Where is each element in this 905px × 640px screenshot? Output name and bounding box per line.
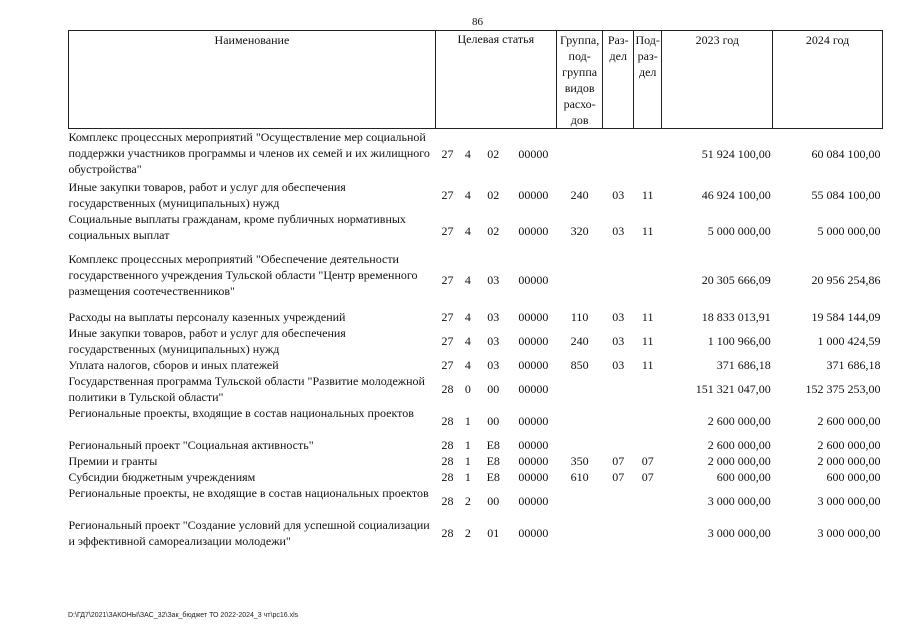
section: 03 bbox=[612, 187, 625, 202]
expense-group bbox=[556, 405, 603, 437]
section: 07 bbox=[612, 453, 625, 468]
hdr-section-line: Раз- bbox=[607, 33, 629, 47]
expense-group: 850 bbox=[570, 357, 589, 372]
amount-2023: 2 600 000,00 bbox=[707, 413, 771, 428]
expense-group: 110 bbox=[570, 309, 589, 324]
section: 03 bbox=[612, 309, 625, 324]
hdr-subsection-line: Под- bbox=[635, 33, 660, 47]
amount-2023: 18 833 013,91 bbox=[701, 309, 771, 324]
table-row bbox=[69, 357, 883, 373]
target-code-program: 27 bbox=[441, 333, 454, 348]
target-code-program: 27 bbox=[441, 309, 454, 324]
section bbox=[603, 251, 633, 309]
hdr-group-line: дов bbox=[570, 113, 589, 127]
target-code-subprogram: 0 bbox=[464, 381, 471, 396]
amount-2024: 2 600 000,00 bbox=[817, 437, 881, 452]
section bbox=[603, 129, 633, 179]
amount-2023: 2 000 000,00 bbox=[707, 453, 771, 468]
table-row bbox=[69, 373, 883, 405]
target-code-subprogram: 1 bbox=[464, 453, 471, 468]
target-code-subprogram: 4 bbox=[464, 309, 471, 324]
row-name: Региональные проекты, не входящие в состав национальных проектов bbox=[68, 485, 429, 500]
subsection bbox=[633, 129, 661, 179]
section: 03 bbox=[612, 333, 625, 348]
amount-2023: 3 000 000,00 bbox=[707, 493, 771, 508]
expense-group bbox=[556, 437, 603, 453]
target-code-subprogram: 2 bbox=[464, 493, 471, 508]
target-code-subprogram: 4 bbox=[464, 146, 471, 161]
expense-group bbox=[556, 373, 603, 405]
expense-group: 240 bbox=[570, 333, 589, 348]
subsection bbox=[633, 437, 661, 453]
table-row bbox=[69, 211, 883, 251]
target-code-direction: 00000 bbox=[518, 453, 549, 468]
amount-2024: 2 000 000,00 bbox=[817, 453, 881, 468]
amount-2024: 2 600 000,00 bbox=[817, 413, 881, 428]
row-name: Социальные выплаты гражданам, кроме публичных нормативных социальных выплат bbox=[68, 211, 406, 242]
target-code-subprogram: 4 bbox=[464, 187, 471, 202]
row-name: Премии и гранты bbox=[68, 453, 158, 468]
target-code-program: 28 bbox=[441, 413, 454, 428]
target-code-event: 00 bbox=[487, 413, 500, 428]
amount-2024: 60 084 100,00 bbox=[811, 146, 881, 161]
target-code-subprogram: 4 bbox=[464, 333, 471, 348]
subsection bbox=[633, 405, 661, 437]
subsection bbox=[633, 485, 661, 517]
target-code-subprogram: 2 bbox=[464, 525, 471, 540]
hdr-group-line: группа bbox=[562, 65, 598, 79]
row-name: Комплекс процессных мероприятий "Обеспечение деятельности государственного учреждения Тульской области "Центр временного размещения соотечественников" bbox=[68, 251, 418, 298]
header-subsection bbox=[633, 31, 661, 129]
amount-2023: 371 686,18 bbox=[716, 357, 771, 372]
expense-group: 350 bbox=[570, 453, 589, 468]
section bbox=[603, 485, 633, 517]
table-header bbox=[69, 31, 883, 129]
target-code-program: 27 bbox=[441, 357, 454, 372]
section bbox=[603, 405, 633, 437]
target-code-direction: 00000 bbox=[518, 413, 549, 428]
amount-2024: 1 000 424,59 bbox=[817, 333, 881, 348]
target-code-subprogram: 4 bbox=[464, 357, 471, 372]
header-year-2023: 2023 год bbox=[662, 31, 773, 129]
target-code-program: 27 bbox=[441, 187, 454, 202]
row-name: Региональный проект "Социальная активность" bbox=[68, 437, 314, 452]
target-code-direction: 00000 bbox=[518, 381, 549, 396]
target-code-direction: 00000 bbox=[518, 223, 549, 238]
target-code-program: 28 bbox=[441, 437, 454, 452]
subsection: 11 bbox=[641, 333, 654, 348]
table-row bbox=[69, 453, 883, 469]
hdr-subsection-line: раз- bbox=[637, 49, 658, 63]
target-code-event: 03 bbox=[487, 309, 500, 324]
hdr-group-line: расхо- bbox=[563, 97, 596, 111]
table-row bbox=[69, 325, 883, 357]
target-code-program: 28 bbox=[441, 493, 454, 508]
expense-group: 320 bbox=[570, 223, 589, 238]
table-row bbox=[69, 469, 883, 485]
amount-2023: 5 000 000,00 bbox=[707, 223, 771, 238]
section: 07 bbox=[612, 469, 625, 484]
expense-group: 610 bbox=[570, 469, 589, 484]
target-code-direction: 00000 bbox=[518, 272, 549, 287]
subsection bbox=[633, 373, 661, 405]
row-name: Иные закупки товаров, работ и услуг для обеспечения государственных (муниципальных) нужд bbox=[68, 325, 346, 356]
subsection: 07 bbox=[641, 469, 654, 484]
amount-2024: 19 584 144,09 bbox=[811, 309, 881, 324]
subsection: 11 bbox=[641, 187, 654, 202]
subsection: 11 bbox=[641, 357, 654, 372]
amount-2024: 55 084 100,00 bbox=[811, 187, 881, 202]
amount-2024: 371 686,18 bbox=[826, 357, 881, 372]
table-row bbox=[69, 251, 883, 309]
row-name: Иные закупки товаров, работ и услуг для обеспечения государственных (муниципальных) нужд bbox=[68, 179, 346, 210]
table-row bbox=[69, 179, 883, 211]
amount-2023: 151 321 047,00 bbox=[695, 381, 771, 396]
amount-2023: 46 924 100,00 bbox=[701, 187, 771, 202]
hdr-section-line: дел bbox=[609, 49, 627, 63]
table-row bbox=[69, 405, 883, 437]
target-code-program: 27 bbox=[441, 223, 454, 238]
row-name: Расходы на выплаты персоналу казенных учреждений bbox=[68, 309, 346, 324]
row-name: Субсидии бюджетным учреждениям bbox=[68, 469, 256, 484]
page-number: 86 bbox=[472, 16, 483, 28]
expense-group bbox=[556, 251, 603, 309]
target-code-event: 00 bbox=[487, 381, 500, 396]
target-code-event: 03 bbox=[487, 333, 500, 348]
header-target-article-label: Целевая статья bbox=[457, 32, 535, 46]
expense-group bbox=[556, 129, 603, 179]
target-code-event: 02 bbox=[487, 223, 500, 238]
target-code-program: 27 bbox=[441, 272, 454, 287]
target-code-subprogram: 1 bbox=[464, 413, 471, 428]
hdr-group-line: видов bbox=[564, 81, 595, 95]
table-row bbox=[69, 517, 883, 549]
hdr-group-line: под- bbox=[568, 49, 591, 63]
target-code-direction: 00000 bbox=[518, 469, 549, 484]
table-body bbox=[69, 129, 883, 549]
target-code-event: 03 bbox=[487, 357, 500, 372]
target-code-direction: 00000 bbox=[518, 525, 549, 540]
target-code-direction: 00000 bbox=[518, 357, 549, 372]
row-name: Региональный проект "Создание условий для успешной социализации и эффективной самореализации молодежи" bbox=[68, 517, 430, 548]
table-row bbox=[69, 437, 883, 453]
amount-2024: 5 000 000,00 bbox=[817, 223, 881, 238]
target-code-program: 28 bbox=[441, 525, 454, 540]
target-code-direction: 00000 bbox=[518, 437, 549, 452]
target-code-program: 28 bbox=[441, 381, 454, 396]
target-code-direction: 00000 bbox=[518, 146, 549, 161]
amount-2023: 2 600 000,00 bbox=[707, 437, 771, 452]
table-row bbox=[69, 129, 883, 179]
table-row bbox=[69, 485, 883, 517]
section bbox=[603, 437, 633, 453]
target-code-direction: 00000 bbox=[518, 493, 549, 508]
target-code-direction: 00000 bbox=[518, 333, 549, 348]
target-code-event: 00 bbox=[487, 493, 500, 508]
expense-group bbox=[556, 517, 603, 549]
amount-2024: 20 956 254,86 bbox=[811, 272, 881, 287]
header-name: Наименование bbox=[69, 31, 436, 129]
target-code-subprogram: 1 bbox=[464, 437, 471, 452]
row-name: Уплата налогов, сборов и иных платежей bbox=[68, 357, 279, 372]
amount-2023: 20 305 666,09 bbox=[701, 272, 771, 287]
amount-2023: 51 924 100,00 bbox=[701, 146, 771, 161]
amount-2024: 152 375 253,00 bbox=[805, 381, 881, 396]
amount-2024: 3 000 000,00 bbox=[817, 493, 881, 508]
expense-group bbox=[556, 485, 603, 517]
footer-file-path: D:\ГД7\2021\ЗАКОНЫ\ЗАС_32\Зак_бюджет ТО 2022-2024_3 чт\рс16.xls bbox=[68, 612, 299, 619]
target-code-program: 27 bbox=[441, 146, 454, 161]
target-code-subprogram: 4 bbox=[464, 272, 471, 287]
target-code-event: E8 bbox=[486, 469, 500, 484]
subsection bbox=[633, 517, 661, 549]
target-code-direction: 00000 bbox=[518, 187, 549, 202]
target-code-event: 01 bbox=[487, 525, 500, 540]
target-code-event: E8 bbox=[486, 453, 500, 468]
subsection: 11 bbox=[641, 309, 654, 324]
amount-2024: 3 000 000,00 bbox=[817, 525, 881, 540]
amount-2024: 600 000,00 bbox=[826, 469, 881, 484]
hdr-group-line: Группа, bbox=[560, 33, 600, 47]
budget-table bbox=[68, 30, 883, 549]
header-year-2024: 2024 год bbox=[773, 31, 883, 129]
table-row bbox=[69, 309, 883, 325]
amount-2023: 1 100 966,00 bbox=[707, 333, 771, 348]
subsection: 07 bbox=[641, 453, 654, 468]
hdr-subsection-line: дел bbox=[638, 65, 657, 79]
target-code-direction: 00000 bbox=[518, 309, 549, 324]
amount-2023: 600 000,00 bbox=[716, 469, 771, 484]
target-code-subprogram: 4 bbox=[464, 223, 471, 238]
target-code-event: 03 bbox=[487, 272, 500, 287]
section bbox=[603, 517, 633, 549]
target-code-subprogram: 1 bbox=[464, 469, 471, 484]
header-section bbox=[603, 31, 633, 129]
target-code-program: 28 bbox=[441, 453, 454, 468]
target-code-event: 02 bbox=[487, 146, 500, 161]
expense-group: 240 bbox=[570, 187, 589, 202]
amount-2023: 3 000 000,00 bbox=[707, 525, 771, 540]
subsection: 11 bbox=[641, 223, 654, 238]
row-name: Региональные проекты, входящие в состав национальных проектов bbox=[68, 405, 414, 420]
row-name: Комплекс процессных мероприятий "Осуществление мер социальной поддержки участников программы и членов их семей и их жилищного обустройства" bbox=[68, 130, 430, 176]
header-group bbox=[556, 31, 603, 129]
target-code-program: 28 bbox=[441, 469, 454, 484]
row-name: Государственная программа Тульской области "Развитие молодежной политики в Тульской области" bbox=[68, 373, 425, 404]
target-code-event: 02 bbox=[487, 187, 500, 202]
section: 03 bbox=[612, 357, 625, 372]
subsection bbox=[633, 251, 661, 309]
header-target-article bbox=[435, 31, 556, 129]
section: 03 bbox=[612, 223, 625, 238]
target-code-event: E8 bbox=[486, 437, 500, 452]
section bbox=[603, 373, 633, 405]
